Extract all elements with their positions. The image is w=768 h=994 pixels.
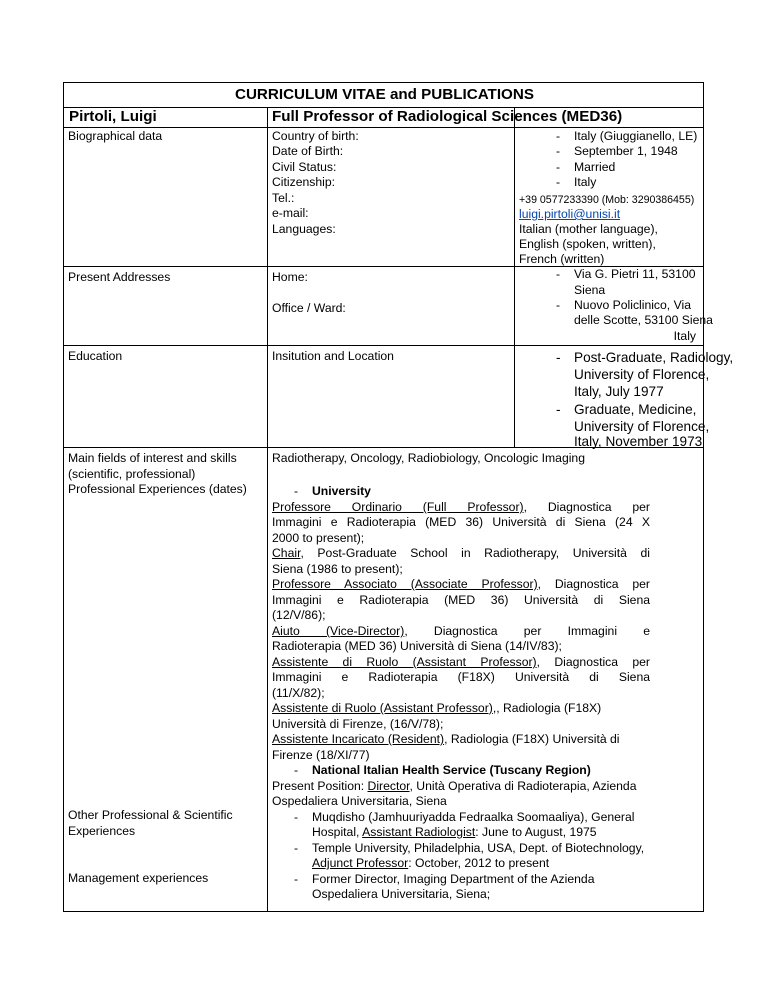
other-1-prefix: Hospital, — [312, 825, 363, 839]
cv-table — [63, 82, 734, 912]
home-address-line-1: Via G. Pietri 11, 53100 — [574, 267, 696, 281]
present-position-detail: , Unità Operativa di Radioterapia, Azienda — [409, 779, 637, 793]
bio-value-citizenship: Italy — [574, 175, 597, 189]
experience-4-line-2: Radioterapia (MED 36) Università di Siena (14/IV/83); — [272, 639, 562, 653]
experience-2-detail: , Post-Graduate School in Radiotherapy, Università di — [300, 546, 650, 560]
cv-title: CURRICULUM VITAE and PUBLICATIONS — [235, 86, 534, 103]
home-address-line-2: Siena — [574, 283, 606, 297]
nhs-heading: National Italian Health Service (Tuscany Region) — [312, 763, 591, 777]
dash: - — [556, 350, 561, 365]
experience-2-line-2: Siena (1986 to present); — [272, 562, 403, 576]
bio-field-languages: Languages: — [272, 222, 336, 236]
bio-language-2: English (spoken, written), — [519, 237, 656, 251]
interests-label-1: Main fields of interest and skills — [68, 451, 237, 465]
management-1-line-1: Former Director, Imaging Department of the Azienda — [312, 872, 595, 886]
experience-2-title: Chair — [272, 546, 301, 560]
office-label: Office / Ward: — [272, 301, 346, 315]
addresses-label: Present Addresses — [68, 270, 171, 284]
bio-field-email: e-mail: — [272, 206, 309, 220]
experience-1-line-2: Immagini e Radioterapia (MED 36) Università di Siena (24 X — [272, 515, 650, 529]
office-address-line-1: Nuovo Policlinico, Via — [574, 298, 691, 312]
experience-5-line-2: Immagini e Radioterapia (F18X) Università di Siena — [272, 670, 650, 684]
experience-3-line-1 — [272, 577, 650, 592]
interests-text: Radiotherapy, Oncology, Radiobiology, Oncologic Imaging — [272, 451, 585, 465]
person-name: Pirtoli, Luigi — [69, 108, 157, 125]
dash: - — [294, 872, 299, 886]
experience-6-detail: ,, Radiologia (F18X) — [492, 701, 602, 715]
row-divider-title — [64, 127, 703, 128]
bio-language-1: Italian (mother language), — [519, 222, 658, 236]
experience-1-line-3: 2000 to present); — [272, 531, 365, 545]
other-2-line-1: Temple University, Philadelphia, USA, Dept. of Biotechnology, — [312, 841, 645, 855]
bio-field-citizenship: Citizenship: — [272, 175, 335, 189]
other-label-2: Experiences — [68, 824, 136, 838]
experience-3-detail: , Diagnostica per — [537, 577, 650, 591]
experience-6-title: Assistente di Ruolo (Assistant Professor) — [272, 701, 493, 715]
experience-5-line-3: (11/X/82); — [272, 686, 325, 700]
experience-4-detail: , Diagnostica per Immagini e — [404, 624, 650, 638]
present-position-line-2: Ospedaliera Universitaria, Siena — [272, 794, 447, 808]
other-1-dates: : June to August, 1975 — [475, 825, 597, 839]
dash: - — [294, 763, 299, 777]
interests-label-2: (scientific, professional) — [68, 467, 196, 481]
experience-7-title: Assistente Incaricato (Resident) — [272, 732, 445, 746]
bio-field-tel: Tel.: — [272, 191, 295, 205]
other-1-title: Assistant Radiologist — [362, 825, 476, 839]
other-1-line-1: Muqdisho (Jamhuuriyadda Fedraalka Soomaaliya), General — [312, 810, 635, 824]
experience-4-title: Aiuto (Vice-Director) — [272, 624, 405, 638]
dash: - — [556, 267, 561, 281]
other-label-1: Other Professional & Scientific — [68, 808, 233, 822]
other-2-line-2 — [312, 856, 549, 871]
experience-3-line-2: Immagini e Radioterapia (MED 36) Università di Siena — [272, 593, 650, 607]
institution-label: Insitution and Location — [272, 349, 394, 363]
experience-1-title: Professore Ordinario (Full Professor) — [272, 500, 524, 514]
experience-3-title: Professore Associato (Associate Professor) — [272, 577, 538, 591]
experience-1-detail: , Diagnostica per — [523, 500, 650, 514]
dash: - — [556, 402, 561, 417]
education-item-2-line-1: Graduate, Medicine, — [574, 402, 697, 417]
management-label: Management experiences — [68, 871, 209, 885]
office-address-line-2: delle Scotte, 53100 Siena — [574, 313, 713, 327]
dash: - — [556, 144, 561, 158]
bio-value-country: Italy (Giuggianello, LE) — [574, 129, 698, 143]
dash: - — [294, 841, 299, 855]
experience-5-detail: , Diagnostica per — [536, 655, 650, 669]
management-1-line-2: Ospedaliera Universitaria, Siena; — [312, 887, 491, 901]
bio-field-dob: Date of Birth: — [272, 144, 344, 158]
education-item-1-line-3: Italy, July 1977 — [574, 384, 664, 399]
experience-7-line-2: Firenze (18/XI/77) — [272, 748, 370, 762]
education-item-1-line-2: University of Florence, — [574, 367, 710, 382]
bio-label: Biographical data — [68, 129, 163, 143]
experience-1-line-1 — [272, 500, 650, 515]
bio-value-tel: +39 0577233390 (Mob: 3290386455) — [519, 194, 695, 206]
experience-6-line-2: Università di Firenze, (16/V/78); — [272, 717, 444, 731]
bio-value-civil: Married — [574, 160, 616, 174]
bio-language-3: French (written) — [519, 252, 605, 266]
bio-field-country: Country of birth: — [272, 129, 359, 143]
education-item-2-line-2: University of Florence, — [574, 419, 710, 434]
experience-7-line-1 — [272, 732, 620, 747]
dash: - — [556, 129, 561, 143]
dash: - — [556, 175, 561, 189]
experience-5-title: Assistente di Ruolo (Assistant Professor) — [272, 655, 537, 669]
column-divider-1 — [267, 107, 268, 912]
other-2-dates: : October, 2012 to present — [408, 856, 550, 870]
row-divider-education — [64, 345, 703, 346]
experience-5-line-1 — [272, 655, 650, 670]
present-position-label: Present Position: — [272, 779, 368, 793]
present-position-line-1 — [272, 779, 637, 794]
other-1-line-2 — [312, 825, 597, 840]
dash: - — [556, 160, 561, 174]
present-position-title: Director — [367, 779, 410, 793]
person-position: Full Professor of Radiological Sciences (MED36) — [272, 108, 623, 125]
experience-3-line-3: (12/V/86); — [272, 608, 326, 622]
education-item-1-line-1: Post-Graduate, Radiology, — [574, 350, 734, 365]
experience-4-line-1 — [272, 624, 650, 639]
bio-value-dob: September 1, 1948 — [574, 144, 678, 158]
education-item-2-line-3: Italy, November 1973 — [574, 434, 703, 449]
office-address-line-3: Italy — [673, 329, 696, 343]
dash: - — [294, 810, 299, 824]
column-divider-2 — [514, 107, 515, 448]
experience-7-detail: , Radiologia (F18X) Università di — [444, 732, 620, 746]
dash: - — [556, 298, 561, 312]
experience-2-line-1 — [272, 546, 650, 561]
home-label: Home: — [272, 270, 308, 284]
experience-label: Professional Experiences (dates) — [68, 482, 247, 496]
experience-6-line-1 — [272, 701, 601, 716]
university-heading: University — [312, 484, 371, 498]
education-label: Education — [68, 349, 123, 363]
dash: - — [294, 484, 299, 498]
bio-field-civil: Civil Status: — [272, 160, 337, 174]
email-link[interactable]: luigi.pirtoli@unisi.it — [519, 207, 621, 221]
other-2-title: Adjunct Professor — [312, 856, 409, 870]
